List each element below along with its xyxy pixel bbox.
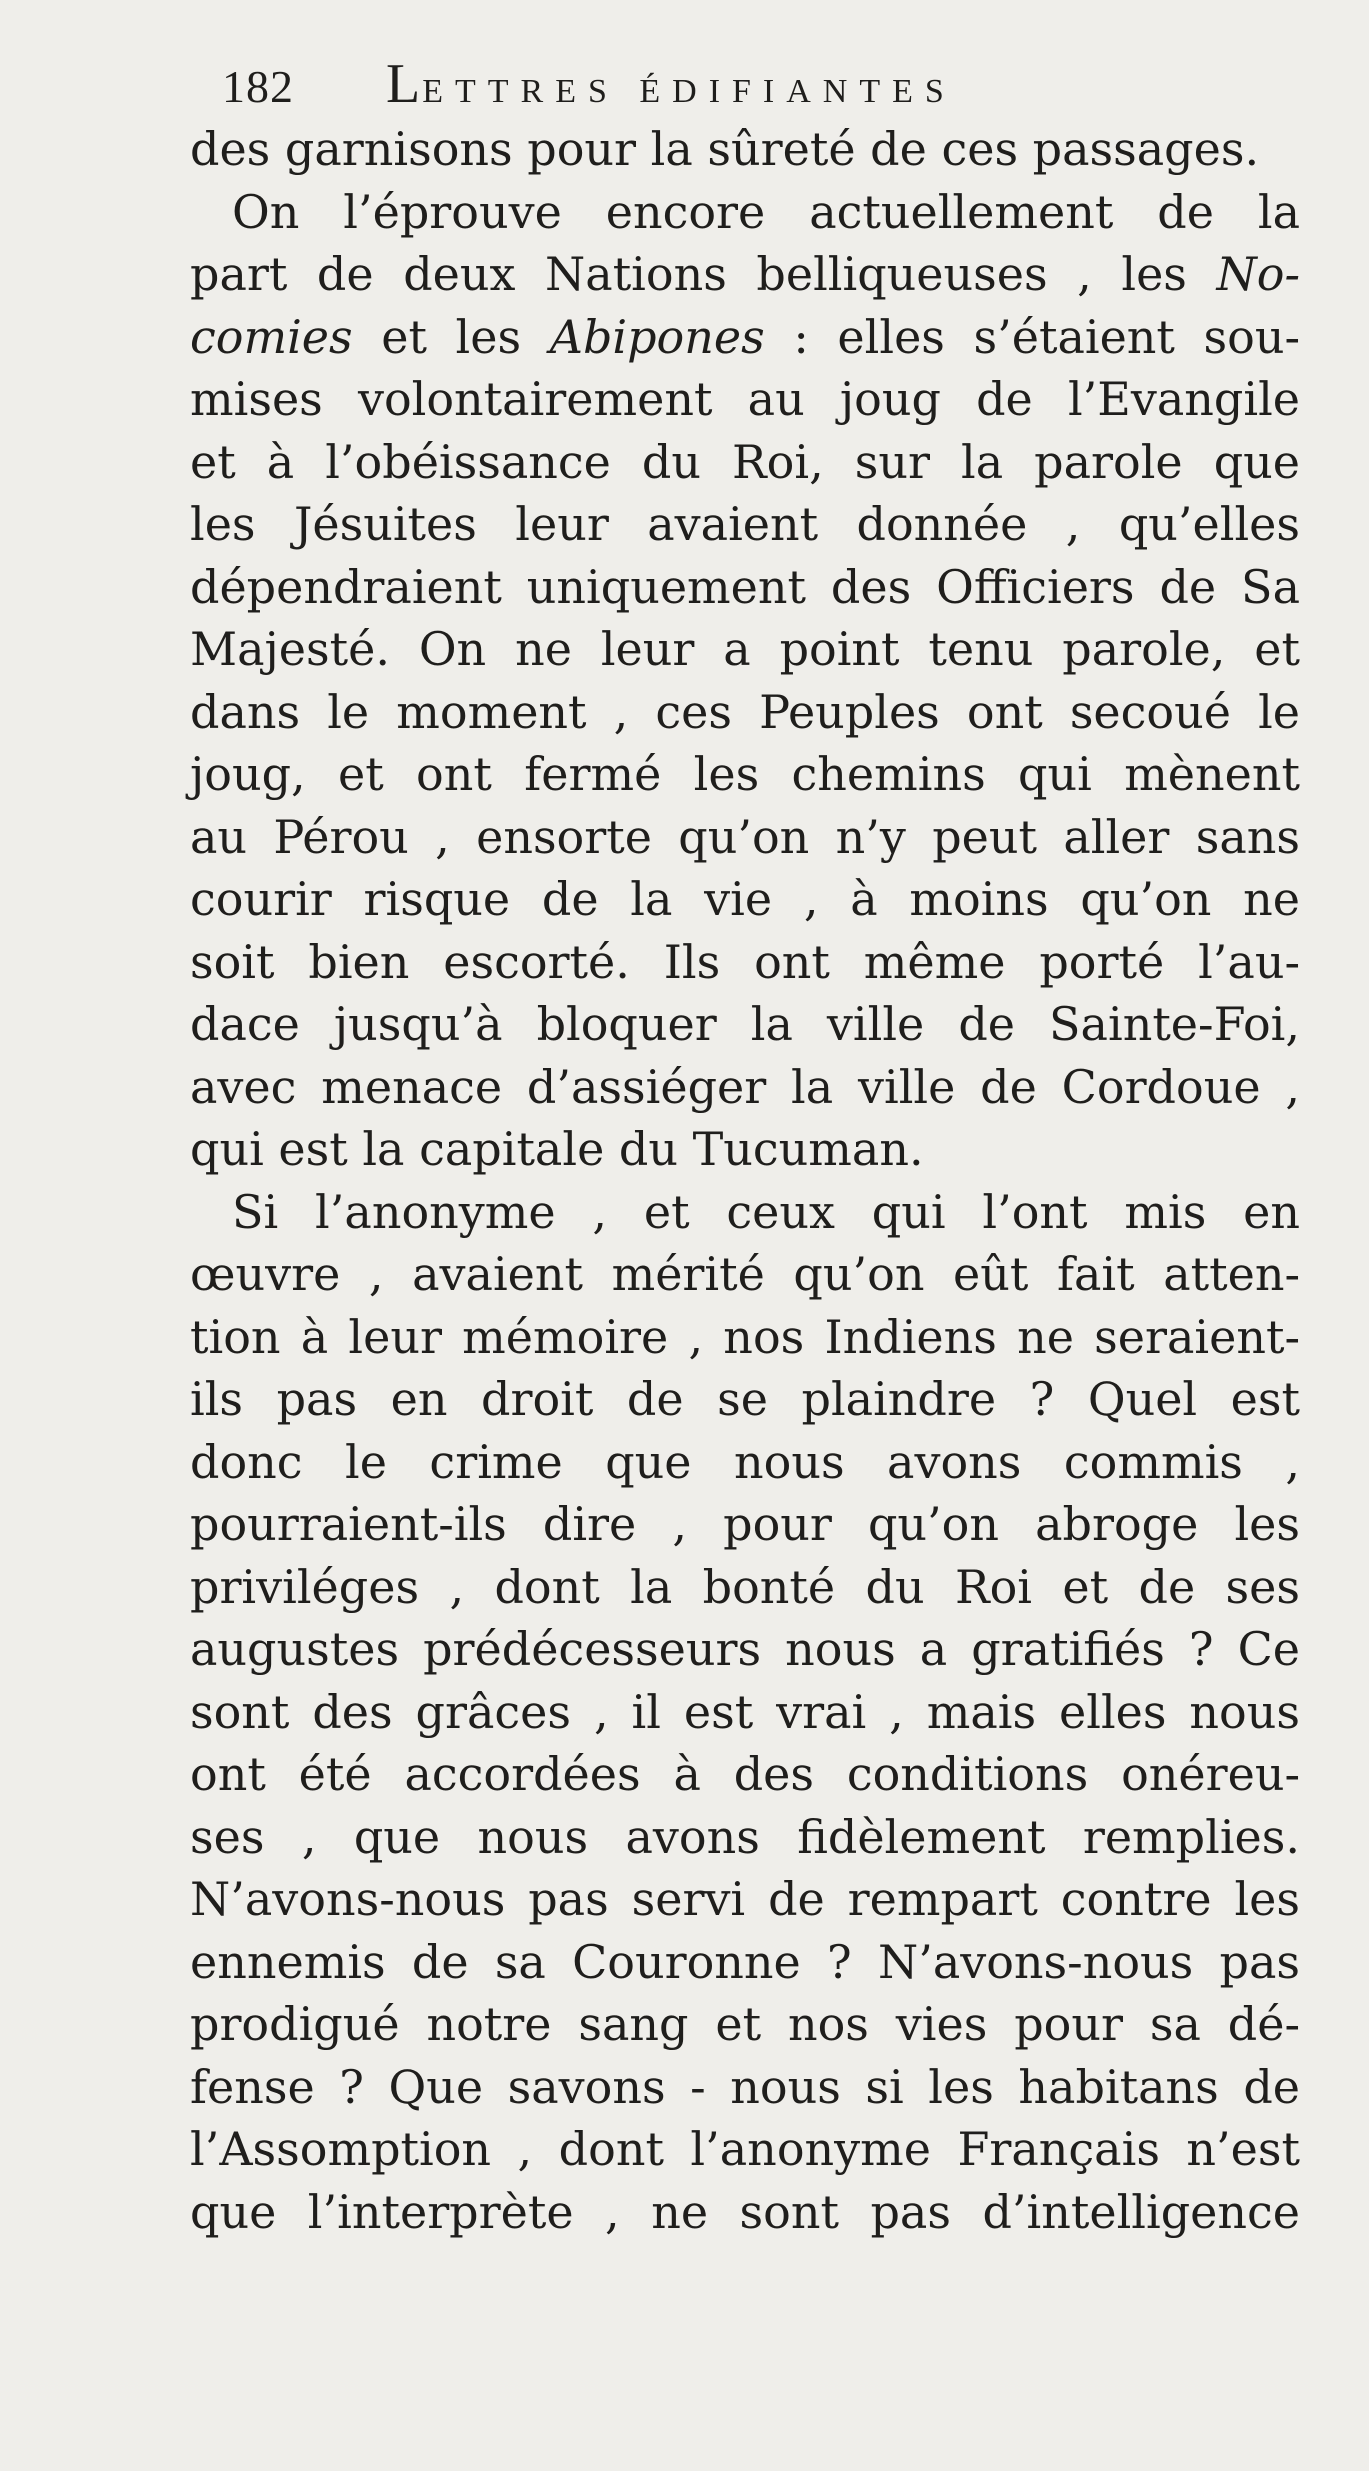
text-segment: soit bien escorté. Ils ont même porté l’au- <box>190 934 1300 989</box>
text-line <box>190 1681 1300 1744</box>
text-line <box>190 1493 1300 1556</box>
text-segment: des garnisons pour la sûreté de ces passages. <box>190 122 1260 176</box>
text-segment: tion à leur mémoire , nos Indiens ne seraient- <box>190 1309 1300 1364</box>
page-number: 182 <box>222 61 294 112</box>
page-header <box>222 52 956 122</box>
text-line <box>190 243 1300 306</box>
text-segment: l’Assomption , dont l’anonyme Français n’est <box>190 2122 1300 2176</box>
text-line <box>190 181 1300 244</box>
text-segment: fense ? Que savons - nous si les habitans de <box>190 2059 1300 2114</box>
text-line <box>190 1931 1300 1994</box>
text-line <box>190 1056 1300 1119</box>
text-line <box>190 1868 1300 1931</box>
text-line <box>190 1243 1300 1306</box>
text-line <box>190 1618 1300 1681</box>
text-segment: priviléges , dont la bonté du Roi et de ses <box>190 1559 1300 1614</box>
text-segment: sont des grâces , il est vrai , mais elles nous <box>190 1684 1300 1739</box>
text-line <box>190 2056 1300 2119</box>
text-segment: les Jésuites leur avaient donnée , qu’elles <box>190 497 1300 551</box>
text-segment: dans le moment , ces Peuples ont secoué le <box>190 684 1300 739</box>
text-segment: ennemis de sa Couronne ? N’avons-nous pas <box>190 1934 1300 1989</box>
italic-text: Abipones <box>549 309 765 364</box>
text-segment: N’avons-nous pas servi de rempart contre les <box>190 1872 1300 1926</box>
body-text <box>190 118 1300 2243</box>
running-head <box>386 52 956 116</box>
text-line <box>190 1118 1300 1181</box>
text-line <box>190 743 1300 806</box>
text-line <box>190 368 1300 431</box>
text-line <box>190 1431 1300 1494</box>
text-segment: pourraient-ils dire , pour qu’on abroge les <box>190 1497 1300 1551</box>
text-segment: dépendraient uniquement des Officiers de Sa <box>190 559 1300 614</box>
text-segment: au Pérou , ensorte qu’on n’y peut aller sans <box>190 809 1300 864</box>
text-segment: part de deux Nations belliqueuses , les <box>190 247 1217 301</box>
text-segment: On l’éprouve encore actuellement de la <box>232 184 1300 239</box>
text-line <box>190 618 1300 681</box>
text-segment: joug, et ont fermé les chemins qui mènent <box>190 747 1300 801</box>
text-line <box>190 993 1300 1056</box>
text-line <box>190 1368 1300 1431</box>
text-line <box>190 931 1300 994</box>
text-line <box>190 493 1300 556</box>
running-head-rest: ETTRES ÉDIFIANTES <box>422 73 956 110</box>
text-line <box>190 806 1300 869</box>
text-segment: mises volontairement au joug de l’Evangile <box>190 372 1300 426</box>
text-segment: et à l’obéissance du Roi, sur la parole que <box>190 434 1300 489</box>
text-segment: que l’interprète , ne sont pas d’intelligence <box>190 2184 1300 2239</box>
text-segment: Majesté. On ne leur a point tenu parole, et <box>190 622 1300 676</box>
text-line <box>190 681 1300 744</box>
text-segment: ils pas en droit de se plaindre ? Quel est <box>190 1372 1300 1426</box>
text-segment: ont été accordées à des conditions onéreu- <box>190 1747 1300 1801</box>
text-line <box>190 306 1300 369</box>
text-segment: avec menace d’assiéger la ville de Cordoue , <box>190 1059 1300 1114</box>
text-line <box>190 118 1300 181</box>
text-segment: donc le crime que nous avons commis , <box>190 1434 1300 1489</box>
text-line <box>190 556 1300 619</box>
text-line <box>190 1556 1300 1619</box>
italic-text: No- <box>1216 247 1300 301</box>
text-line <box>190 1181 1300 1244</box>
text-line <box>190 868 1300 931</box>
text-line <box>190 1806 1300 1869</box>
text-segment: qui est la capitale du Tucuman. <box>190 1122 924 1176</box>
text-line <box>190 1743 1300 1806</box>
text-segment: œuvre , avaient mérité qu’on eût fait atten- <box>190 1247 1300 1301</box>
text-segment: prodigué notre sang et nos vies pour sa dé- <box>190 1997 1300 2051</box>
text-segment: ses , que nous avons fidèlement remplies. <box>190 1809 1300 1864</box>
text-segment: augustes prédécesseurs nous a gratifiés ? Ce <box>190 1622 1300 1676</box>
text-line <box>190 1306 1300 1369</box>
text-segment: dace jusqu’à bloquer la ville de Sainte-Foi, <box>190 997 1300 1051</box>
italic-text: comies <box>190 309 353 364</box>
text-line <box>190 2118 1300 2181</box>
text-line <box>190 2181 1300 2244</box>
text-segment: et les <box>352 309 550 364</box>
text-segment: Si l’anonyme , et ceux qui l’ont mis en <box>232 1184 1300 1239</box>
text-line <box>190 1993 1300 2056</box>
text-line <box>190 431 1300 494</box>
text-segment: : elles s’étaient sou- <box>764 309 1300 364</box>
running-head-initial: L <box>386 53 423 115</box>
text-segment: courir risque de la vie , à moins qu’on ne <box>190 872 1300 926</box>
